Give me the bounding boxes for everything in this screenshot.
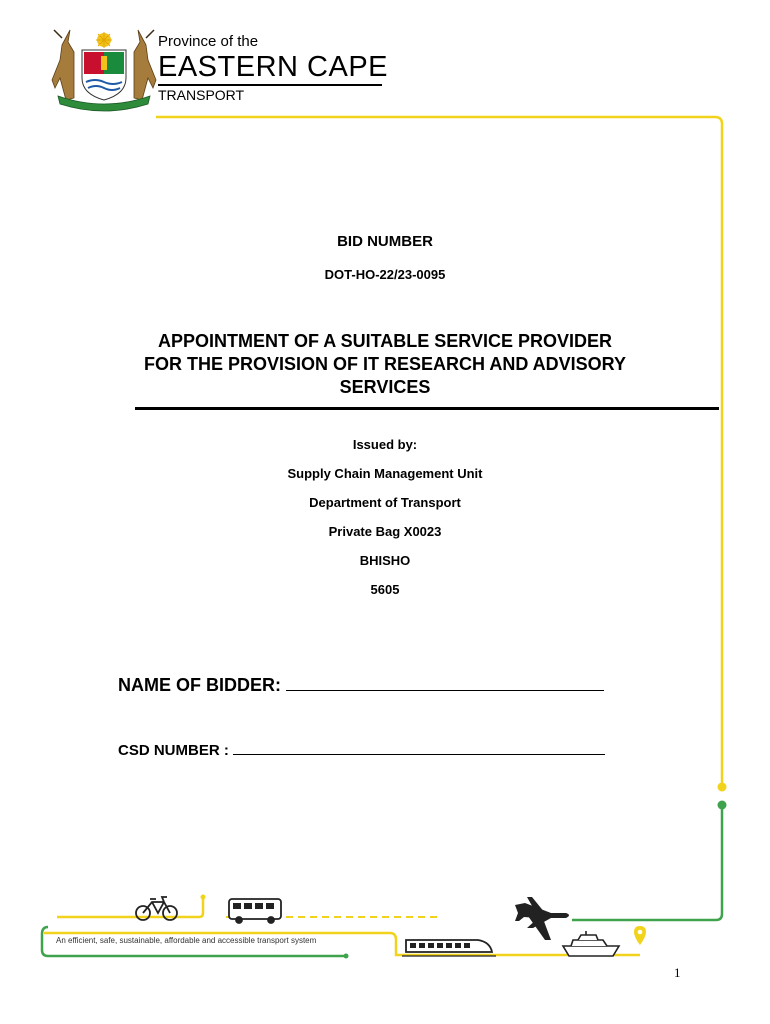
bid-number-value: DOT-HO-22/23-0095 [324, 267, 446, 282]
csd-number-row [118, 738, 605, 759]
title-line-1: APPOINTMENT OF A SUITABLE SERVICE PROVIDER [157, 331, 613, 351]
department-name: TRANSPORT [158, 87, 245, 103]
green-dot [718, 801, 727, 810]
issuer-postal-code: 5605 [370, 582, 400, 597]
title-line-3: SERVICES [339, 377, 431, 397]
title-line-2: FOR THE PROVISION OF IT RESEARCH AND ADVISORY [143, 354, 627, 374]
location-pin-icon [634, 926, 646, 945]
issued-by-label: Issued by: [352, 437, 418, 452]
airplane-icon [515, 897, 569, 940]
bidder-name-field[interactable] [286, 670, 604, 691]
bidder-name-row [118, 670, 604, 696]
issuer-unit: Supply Chain Management Unit [287, 466, 483, 481]
footer-tagline: An efficient, safe, sustainable, affordable and accessible transport system [56, 936, 317, 945]
yellow-dot-small [201, 895, 206, 900]
bidder-name-label: NAME OF BIDDER: [118, 675, 281, 695]
csd-number-field[interactable] [233, 738, 605, 755]
csd-number-label: CSD NUMBER : [118, 742, 229, 759]
department-logo [158, 33, 388, 103]
title-divider [135, 407, 719, 410]
ship-icon [563, 931, 619, 956]
bid-number-heading: BID NUMBER [337, 233, 433, 250]
crest-icon [52, 30, 156, 111]
green-dot-small [344, 954, 349, 959]
issuer-city: BHISHO [359, 553, 411, 568]
train-icon [402, 940, 496, 956]
bus-icon [229, 899, 281, 923]
province-name: EASTERN CAPE [158, 51, 388, 83]
yellow-dot [718, 783, 727, 792]
document-title [0, 330, 770, 399]
issuer-department: Department of Transport [309, 495, 461, 510]
page-number: 1 [674, 965, 681, 980]
province-line: Province of the [158, 33, 259, 50]
issuer-postal-address: Private Bag X0023 [328, 524, 442, 539]
logo-divider [158, 84, 382, 86]
